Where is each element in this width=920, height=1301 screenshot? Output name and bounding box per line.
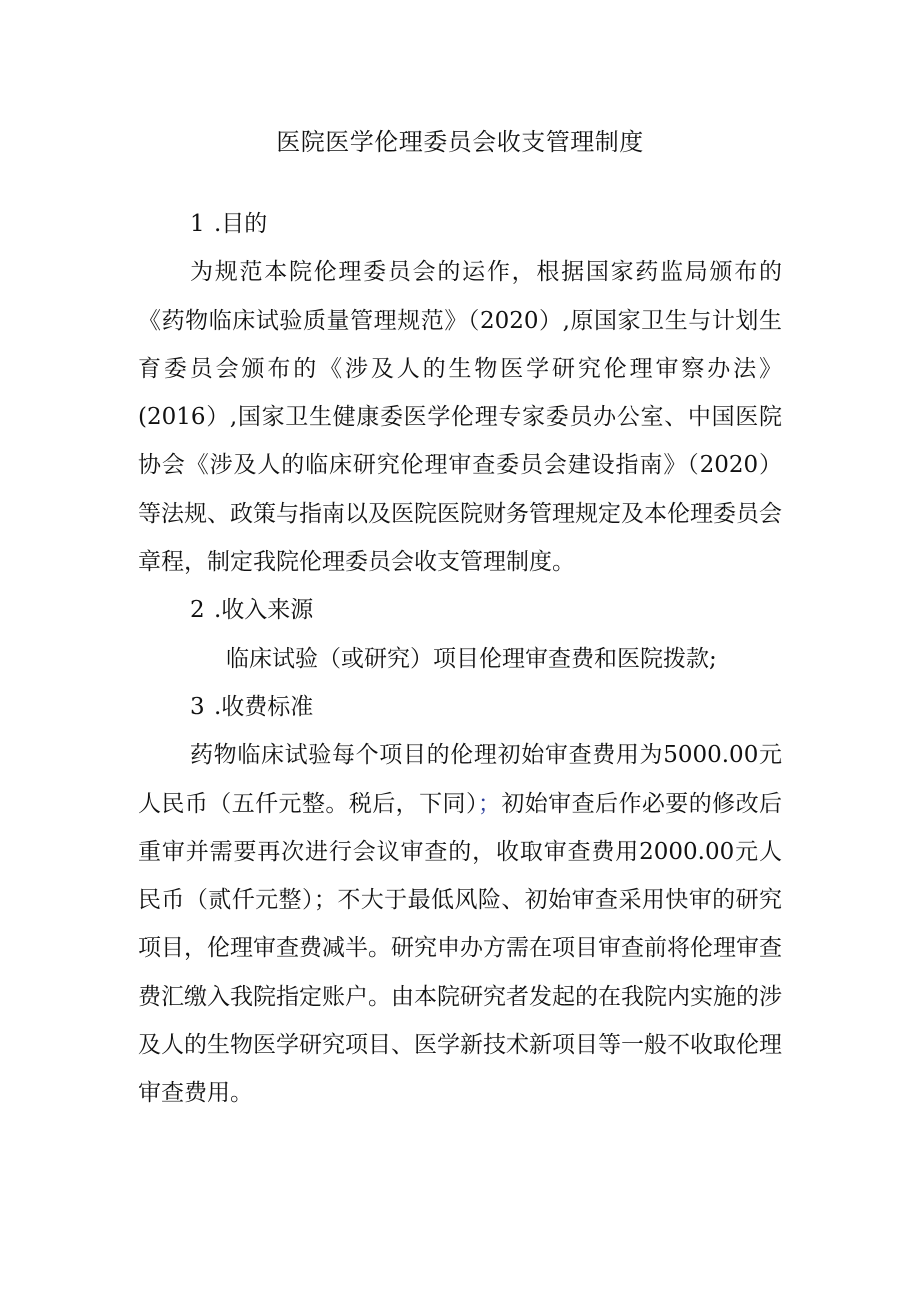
section-number: 3 bbox=[190, 693, 205, 720]
document-body bbox=[138, 200, 782, 1118]
section-heading-purpose bbox=[138, 200, 782, 248]
paragraph-fee-standard-semicolon: ； bbox=[477, 790, 501, 817]
paragraph-fee-standard bbox=[138, 731, 782, 1117]
section-number: 2 bbox=[190, 597, 205, 624]
section-heading-text: .目的 bbox=[214, 211, 268, 237]
section-heading-text: .收入来源 bbox=[214, 597, 314, 624]
section-heading-fee-standard bbox=[138, 683, 782, 731]
paragraph-fee-standard-part1: 药物临床试验每个项目的伦理初始审查费用为5000.00元人民币（五仟元整。税后，下同） bbox=[138, 742, 782, 817]
paragraph-income-source: 临床试验（或研究）项目伦理审查费和医院拨款; bbox=[226, 645, 717, 672]
paragraph-purpose: 为规范本院伦理委员会的运作，根据国家药监局颁布的《药物临床试验质量管理规范》（2020）,原国家卫生与计划生育委员会颁布的《涉及人的生物医学研究伦理审察办法》(2016）,国家卫生健康委医学伦理专家委员办公室、中国医院协会《涉及人的临床研究伦理审查委员会建设指南》（2020）等法规、政策与指南以及医院医院财务管理规定及本伦理委员会章程，制定我院伦理委员会收支管理制度。 bbox=[138, 259, 782, 576]
section-number: 1 bbox=[190, 211, 205, 237]
section-heading-text: .收费标准 bbox=[214, 693, 314, 720]
document-title: 医院医学伦理委员会收支管理制度 bbox=[276, 128, 644, 156]
section-heading-income-source bbox=[138, 586, 782, 634]
paragraph-fee-standard-part2: 初始审查后作必要的修改后重审并需要再次进行会议审查的，收取审查费用2000.00元人民币（贰仟元整）；不大于最低风险、初始审查采用快审的研究项目，伦理审查费减半。研究申办方需在项目审查前将伦理审查费汇缴入我院指定账户。由本院研究者发起的在我院内实施的涉及人的生物医学研究项目、医学新技术新项目等一般不收取伦理审查费用。 bbox=[138, 790, 783, 1107]
